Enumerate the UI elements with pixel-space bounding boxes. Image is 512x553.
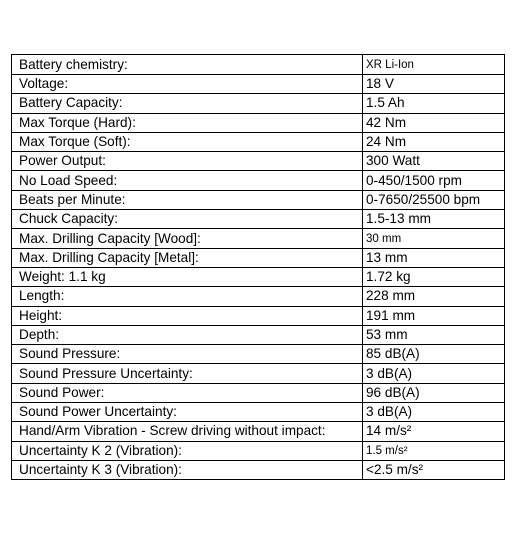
spec-value: 18 V: [363, 75, 505, 94]
spec-value: 0-7650/25500 bpm: [363, 190, 505, 209]
spec-label: Max. Drilling Capacity [Wood]:: [12, 229, 363, 248]
spec-value: 30 mm: [363, 229, 505, 248]
spec-label: Uncertainty K 3 (Vibration):: [12, 460, 363, 479]
table-row: [12, 75, 505, 94]
table-row: [12, 190, 505, 209]
table-row: [12, 364, 505, 383]
spec-value: 1.72 kg: [363, 267, 505, 286]
spec-value: 0-450/1500 rpm: [363, 171, 505, 190]
spec-value: 3 dB(A): [363, 403, 505, 422]
spec-value: 191 mm: [363, 306, 505, 325]
spec-label: Sound Pressure Uncertainty:: [12, 364, 363, 383]
spec-label: Hand/Arm Vibration - Screw driving without impact:: [12, 422, 363, 441]
spec-label: Height:: [12, 306, 363, 325]
table-row: [12, 287, 505, 306]
spec-label: Chuck Capacity:: [12, 210, 363, 229]
spec-label: Battery chemistry:: [12, 55, 363, 75]
table-row: [12, 171, 505, 190]
table-row: [12, 383, 505, 402]
spec-label: Beats per Minute:: [12, 190, 363, 209]
spec-value: 300 Watt: [363, 152, 505, 171]
spec-label: Sound Power Uncertainty:: [12, 403, 363, 422]
table-row: [12, 55, 505, 75]
table-row: [12, 267, 505, 286]
spec-value: XR Li-Ion: [363, 55, 505, 75]
table-row: [12, 403, 505, 422]
spec-label: Max. Drilling Capacity [Metal]:: [12, 248, 363, 267]
spec-value: 1.5-13 mm: [363, 210, 505, 229]
table-row: [12, 113, 505, 132]
table-row: [12, 441, 505, 460]
table-row: [12, 132, 505, 151]
spec-value: 96 dB(A): [363, 383, 505, 402]
table-row: [12, 94, 505, 113]
table-row: [12, 210, 505, 229]
spec-value: 1.5 Ah: [363, 94, 505, 113]
spec-label: Depth:: [12, 325, 363, 344]
spec-label: Battery Capacity:: [12, 94, 363, 113]
table-row: [12, 229, 505, 248]
spec-label: Sound Pressure:: [12, 345, 363, 364]
spec-value: 1.5 m/s²: [363, 441, 505, 460]
table-row: [12, 152, 505, 171]
spec-label: Voltage:: [12, 75, 363, 94]
spec-value: 24 Nm: [363, 132, 505, 151]
spec-label: Sound Power:: [12, 383, 363, 402]
spec-value: 14 m/s²: [363, 422, 505, 441]
table-row: [12, 345, 505, 364]
spec-value: 3 dB(A): [363, 364, 505, 383]
spec-value: 53 mm: [363, 325, 505, 344]
spec-label: Power Output:: [12, 152, 363, 171]
spec-value: 42 Nm: [363, 113, 505, 132]
spec-label: No Load Speed:: [12, 171, 363, 190]
spec-value: <2.5 m/s²: [363, 460, 505, 479]
spec-label: Max Torque (Soft):: [12, 132, 363, 151]
table-row: [12, 325, 505, 344]
spec-label: Max Torque (Hard):: [12, 113, 363, 132]
spec-value: 228 mm: [363, 287, 505, 306]
specifications-table: [11, 54, 505, 480]
table-row: [12, 422, 505, 441]
spec-label: Uncertainty K 2 (Vibration):: [12, 441, 363, 460]
spec-label: Weight: 1.1 kg: [12, 267, 363, 286]
table-row: [12, 460, 505, 479]
table-row: [12, 306, 505, 325]
spec-label: Length:: [12, 287, 363, 306]
spec-value: 85 dB(A): [363, 345, 505, 364]
table-row: [12, 248, 505, 267]
spec-value: 13 mm: [363, 248, 505, 267]
